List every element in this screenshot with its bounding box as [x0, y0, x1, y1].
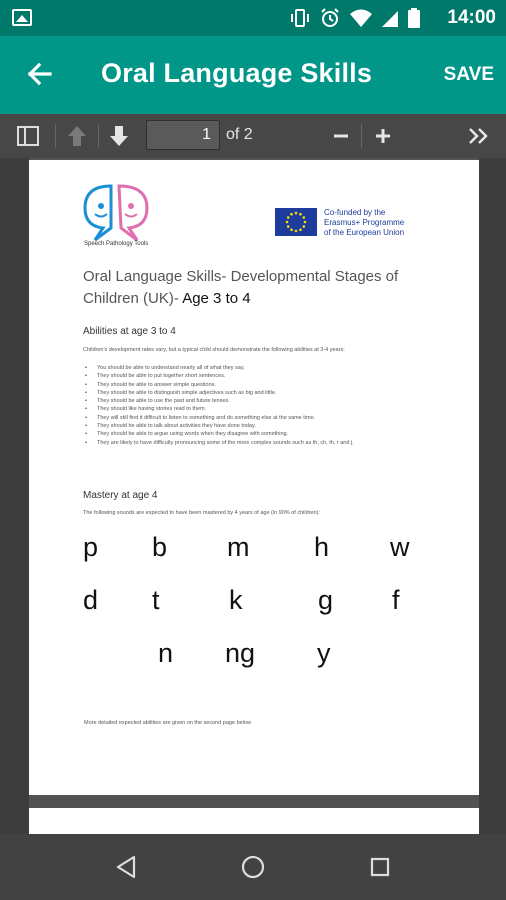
signal-icon: [382, 9, 398, 27]
sound-letter: g: [318, 585, 334, 615]
circle-home-icon: [240, 854, 266, 880]
square-recents-icon: [367, 854, 393, 880]
plus-icon: [374, 127, 392, 145]
list-item: • They should be able to put together short sentences.: [85, 372, 475, 380]
pdf-page-2: [29, 808, 479, 834]
eu-text-line: Erasmus+ Programme: [324, 218, 405, 227]
nav-home-button[interactable]: [240, 854, 266, 880]
nav-recents-button[interactable]: [367, 854, 393, 880]
sound-letter: ng: [225, 638, 256, 668]
document-title-main: Oral Language Skills- Developmental Stages of Children (UK)-: [83, 268, 399, 307]
sound-letter: p: [83, 532, 99, 562]
page-title: Oral Language Skills: [101, 58, 373, 88]
arrow-down-icon: [109, 125, 129, 147]
back-button[interactable]: [22, 56, 58, 92]
status-bar: [0, 0, 506, 36]
section-heading-mastery: Mastery at age 4: [83, 490, 158, 501]
triangle-back-icon: [113, 854, 139, 880]
section-intro-abilities: Children's development rates vary, but a typical child should demonstrate the following abilities at 3-4 years:: [83, 347, 345, 353]
back-arrow-icon: [22, 56, 58, 92]
list-item: • They should be able to talk about activities they have done today.: [85, 422, 475, 430]
clock: 14:00: [447, 7, 496, 28]
sound-letter: b: [152, 532, 168, 562]
zoom-out-button[interactable]: [328, 122, 354, 150]
list-item: • They will still find it difficult to listen to something and do something else at the same time.: [85, 414, 475, 422]
toolbar-divider: [98, 124, 99, 148]
speech-pathology-logo: [81, 182, 151, 244]
pdf-page-1: [29, 160, 479, 795]
sound-letter: w: [390, 532, 410, 562]
image-notification-icon: [12, 9, 32, 26]
alarm-icon: [320, 8, 340, 28]
wifi-icon: [350, 9, 372, 27]
abilities-list: [85, 364, 475, 447]
list-item: • They should be able to use the past and future tenses.: [85, 397, 475, 405]
page-total-label: of 2: [226, 126, 253, 143]
sound-letter: k: [229, 585, 243, 615]
sound-letter: f: [392, 585, 400, 615]
footer-note: More detailed expected abilities are given on the second page below: [84, 720, 251, 726]
logo-caption: Speech Pathology Tools: [84, 241, 149, 247]
double-chevron-right-icon: [468, 127, 490, 145]
document-title-age: Age 3 to 4: [178, 290, 251, 307]
more-tools-button[interactable]: [464, 122, 494, 150]
previous-page-button[interactable]: [64, 122, 90, 150]
sound-letter: n: [158, 638, 174, 668]
sound-letter: m: [227, 532, 250, 562]
zoom-in-button[interactable]: [370, 122, 396, 150]
sound-letter: h: [314, 532, 330, 562]
app-bar: [0, 36, 506, 114]
list-item: • They should be able to argue using words when they disagree with something.: [85, 430, 475, 438]
sound-letter: d: [83, 585, 99, 615]
battery-icon: [408, 8, 420, 28]
eu-text-line: of the European Union: [324, 228, 405, 237]
list-item: • They should be able to answer simple questions.: [85, 381, 475, 389]
arrow-up-icon: [67, 125, 87, 147]
document-title: [83, 266, 403, 310]
section-heading-abilities: Abilities at age 3 to 4: [83, 326, 176, 337]
viewer-margin-right: [479, 158, 506, 834]
navigation-bar: [0, 834, 506, 900]
next-page-button[interactable]: [106, 122, 132, 150]
list-item: • They are likely to have difficulty pronouncing some of the more complex sounds such as th, ch, th, r and j.: [85, 439, 475, 447]
vibrate-icon: [290, 9, 310, 27]
page-number-input[interactable]: 1: [146, 120, 220, 150]
pdf-toolbar: [0, 114, 506, 158]
list-item: • You should be able to understand nearly all of what they say.: [85, 364, 475, 372]
section-intro-mastery: The following sounds are expected to have been mastered by 4 years of age (in 90% of children):: [83, 510, 320, 516]
eu-cofunded-text: [324, 208, 404, 238]
minus-icon: [332, 127, 350, 145]
toolbar-divider: [361, 124, 362, 148]
save-button[interactable]: SAVE: [443, 64, 494, 85]
eu-flag-icon: [275, 208, 317, 236]
sidebar-toggle-button[interactable]: [14, 122, 42, 150]
pdf-viewer[interactable]: [0, 158, 506, 834]
list-item: • They should be able to distinguish simple adjectives such as big and little.: [85, 389, 475, 397]
list-item: • They should like having stories read to them.: [85, 405, 475, 413]
status-icons: [290, 8, 420, 28]
eu-text-line: Co-funded by the: [324, 208, 386, 217]
viewer-margin-left: [0, 158, 29, 834]
toolbar-divider: [55, 124, 56, 148]
sound-letter: t: [152, 585, 160, 615]
nav-back-button[interactable]: [113, 854, 139, 880]
sound-letter: y: [317, 638, 331, 668]
sidebar-icon: [17, 126, 39, 146]
